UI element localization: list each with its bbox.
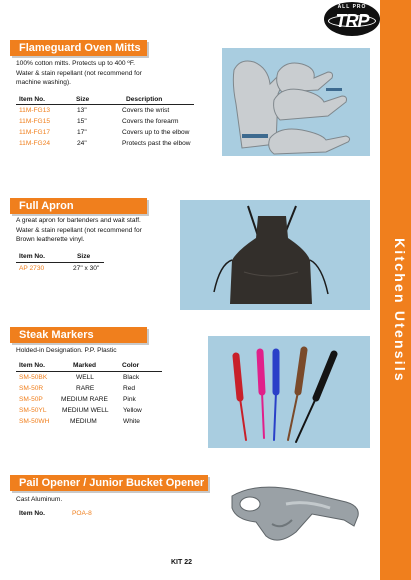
mitts-desc-line: Water & stain repellant (not recommend for <box>16 69 142 77</box>
item-marked: WELL <box>76 374 94 381</box>
item-size: 15" <box>77 118 87 125</box>
item-size: 17" <box>77 129 87 136</box>
logo-text: TRP <box>335 11 369 31</box>
col-description: Description <box>126 96 163 103</box>
item-size: 27" x 30" <box>73 265 100 272</box>
mitts-desc-line: machine washing). <box>16 79 71 87</box>
pail-desc-line: Cast Aluminum. <box>16 496 63 503</box>
item-color: Red <box>123 385 136 392</box>
item-marked: MEDIUM <box>70 418 97 425</box>
item-color: Yellow <box>123 407 142 414</box>
col-item-no: Item No. <box>19 362 46 369</box>
item-code: POA-8 <box>72 510 92 517</box>
item-code: SM-50WH <box>19 418 50 425</box>
col-item-no: Item No. <box>19 510 46 517</box>
steak-desc-line: Holded-in Designation. P.P. Plastic <box>16 347 117 354</box>
col-color: Color <box>122 362 140 369</box>
pail-description <box>16 495 196 505</box>
item-marked: MEDIUM WELL <box>62 407 109 414</box>
item-code: SM-50YL <box>19 407 47 414</box>
steak-markers-photo <box>208 336 370 448</box>
pail-opener-photo <box>226 480 370 550</box>
apron-desc-line: Brown leatherette vinyl. <box>16 236 85 244</box>
item-color: Pink <box>123 396 136 403</box>
brand-logo <box>324 2 380 36</box>
item-code: AP 2730 <box>19 265 45 272</box>
mitts-description <box>16 59 196 88</box>
item-description: Covers the wrist <box>122 107 170 114</box>
item-description: Covers the forearm <box>122 118 179 125</box>
item-code: SM-50BK <box>19 374 48 381</box>
item-size: 24" <box>77 140 87 147</box>
item-code: 11M-FG17 <box>19 129 51 136</box>
apron-photo <box>180 200 370 310</box>
apron-desc-line: A great apron for bartenders and wait staff. <box>16 217 141 224</box>
mitts-desc-line: 100% cotton mitts. Protects up to 400 ºF. <box>16 60 135 67</box>
steak-header-rule <box>16 371 162 372</box>
col-size: Size <box>76 96 90 103</box>
item-marked: RARE <box>76 385 95 392</box>
col-item-no: Item No. <box>19 96 46 103</box>
mitts-header-rule <box>16 104 194 105</box>
col-item-no: Item No. <box>19 253 46 260</box>
item-color: Black <box>123 374 140 381</box>
item-code: SM-50R <box>19 385 44 392</box>
mitts-title: Flameguard Oven Mitts <box>10 40 147 56</box>
col-marked: Marked <box>73 362 97 369</box>
item-description: Protects past the elbow <box>122 140 191 147</box>
steak-description <box>16 346 196 356</box>
item-code: 11M-FG15 <box>19 118 51 125</box>
col-size: Size <box>77 253 91 260</box>
sidebar-label: Kitchen Utensils <box>392 238 408 383</box>
item-code: 11M-FG13 <box>19 107 51 114</box>
apron-title: Full Apron <box>10 198 147 214</box>
apron-description <box>16 216 196 245</box>
pail-title: Pail Opener / Junior Bucket Opener <box>10 475 208 491</box>
item-code: 11M-FG24 <box>19 140 51 147</box>
item-marked: MEDIUM RARE <box>61 396 108 403</box>
apron-desc-line: Water & stain repellant (not recommend for <box>16 226 142 234</box>
item-description: Covers up to the elbow <box>122 129 190 136</box>
page-number: KIT 22 <box>171 559 193 566</box>
apron-header-rule <box>16 262 104 263</box>
steak-title: Steak Markers <box>10 327 147 343</box>
logo-subtext: ALL PRO <box>337 4 367 10</box>
item-size: 13" <box>77 107 87 114</box>
item-color: White <box>123 418 140 425</box>
item-code: SM-50P <box>19 396 43 403</box>
oven-mitts-photo <box>222 48 370 156</box>
